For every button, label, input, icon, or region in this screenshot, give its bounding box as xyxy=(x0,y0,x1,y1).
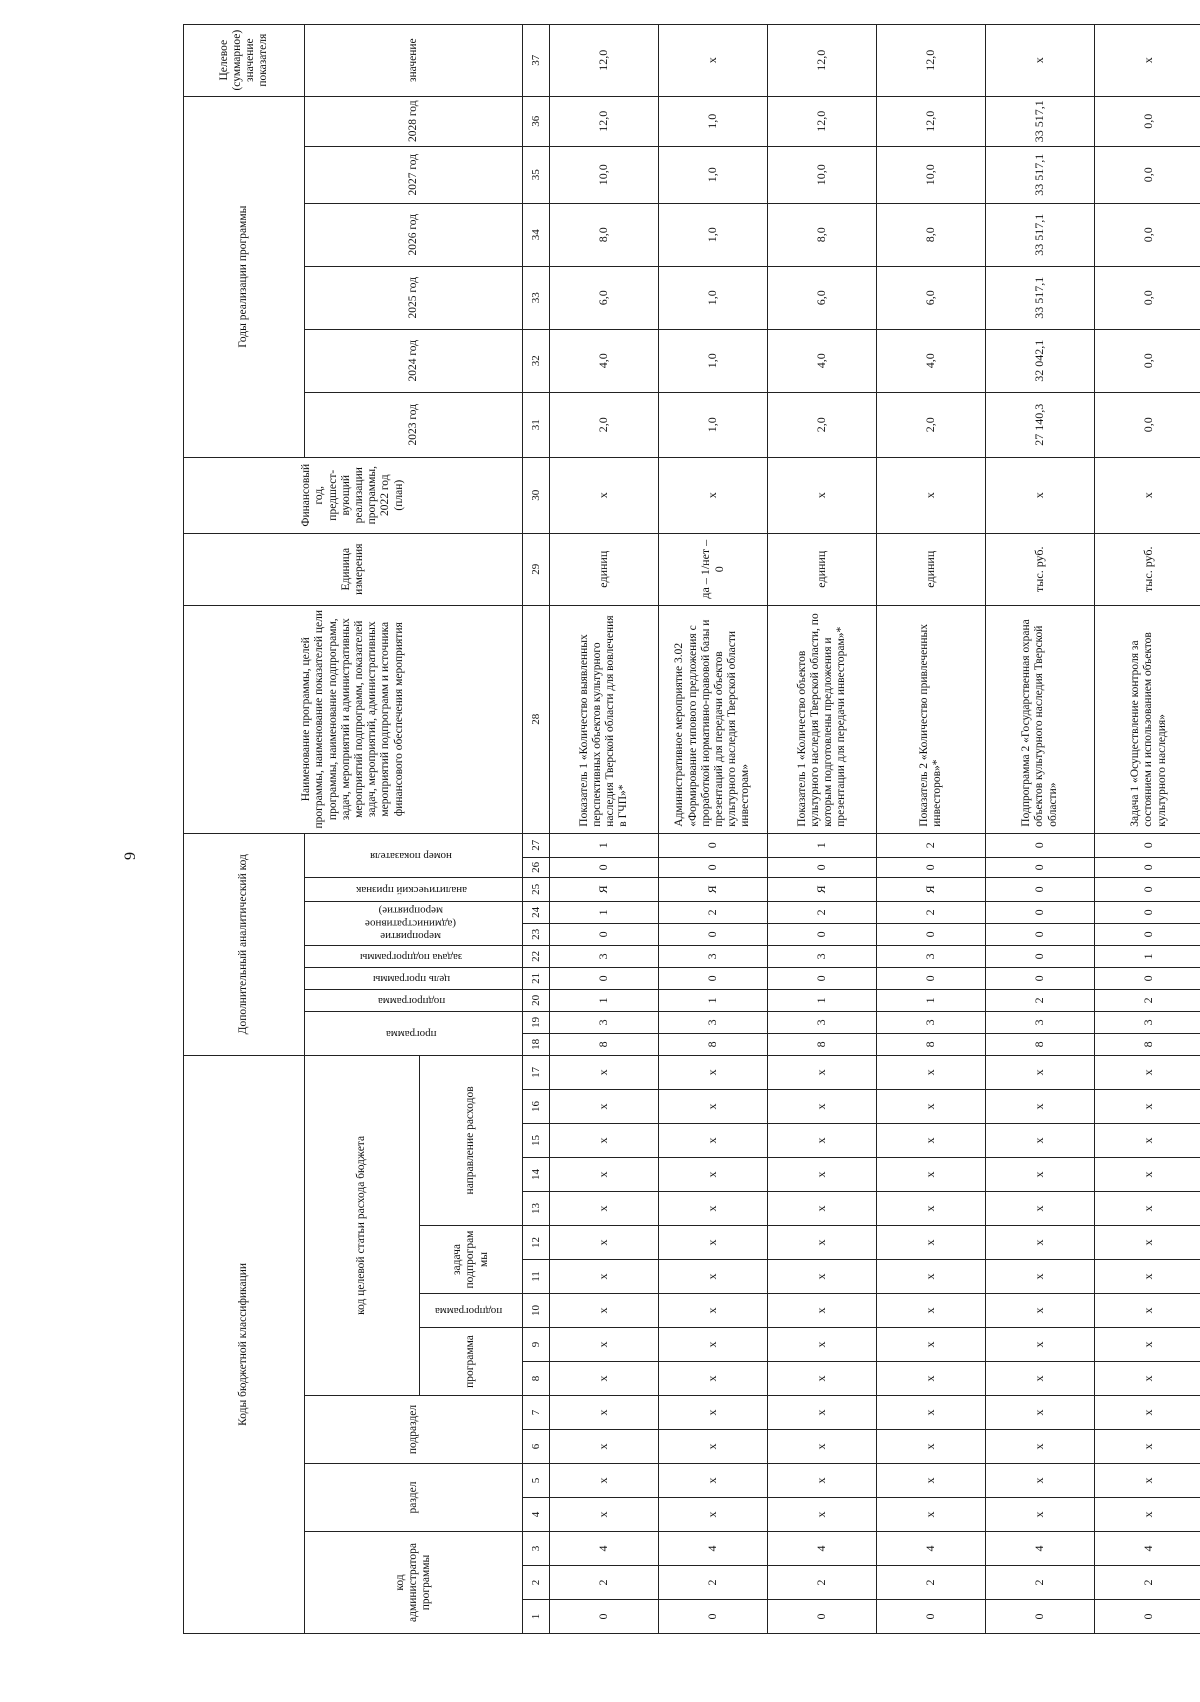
meropriyatie-header: мероприятие (административное мероприятие) xyxy=(305,901,523,945)
year-header-2026: 2026 год xyxy=(305,203,523,266)
column-number-cell: 8 xyxy=(523,1362,550,1396)
code-cell: х xyxy=(768,1090,877,1124)
code-cell: х xyxy=(877,1260,986,1294)
code-cell: х xyxy=(877,1396,986,1430)
podprogramma-header: подпрограмма xyxy=(420,1294,523,1328)
code-cell: 0 xyxy=(550,967,659,989)
column-number-cell: 2 xyxy=(523,1566,550,1600)
code-cell: х xyxy=(877,1362,986,1396)
target-header: Целевое (суммарное) значение показателя xyxy=(184,24,305,96)
code-cell: 0 xyxy=(659,967,768,989)
base-year-cell: х xyxy=(877,457,986,533)
table-row xyxy=(986,24,1095,1633)
code-cell: х xyxy=(550,1124,659,1158)
unit-cell: да – 1/нет – 0 xyxy=(659,533,768,605)
code-cell: 0 xyxy=(1095,833,1200,857)
code-cell: х xyxy=(550,1294,659,1328)
code-cell: х xyxy=(659,1464,768,1498)
code-cell: 0 xyxy=(877,923,986,945)
code-cell: х xyxy=(1095,1226,1200,1260)
year-value-cell: 12,0 xyxy=(768,96,877,146)
rotated-table-container xyxy=(183,29,1200,1634)
nomer-pokazatelya-header: номер показателя xyxy=(305,833,523,877)
target-value-cell: 12,0 xyxy=(550,24,659,96)
code-cell: х xyxy=(1095,1294,1200,1328)
indicator-name-cell: Административное мероприятие 3.02 «Формирование типового предложения с проработкой нормативно-правовой базы и презентаций для передачи объектов культурного наследия Тверской области инвесторам» xyxy=(659,605,768,833)
code-cell: 0 xyxy=(877,967,986,989)
code-cell: 2 xyxy=(659,1566,768,1600)
base-year-cell: х xyxy=(550,457,659,533)
base-year-header: Финансовый год, предшест-вующий реализации программы, 2022 год (план) xyxy=(184,457,523,533)
column-number-cell: 17 xyxy=(523,1055,550,1089)
table-row xyxy=(550,24,659,1633)
year-header-2028: 2028 год xyxy=(305,96,523,146)
code-cell: 3 xyxy=(986,1011,1095,1033)
year-header-2024: 2024 год xyxy=(305,329,523,392)
column-number-cell: 13 xyxy=(523,1192,550,1226)
code-cell: 0 xyxy=(659,833,768,857)
column-number-cell: 5 xyxy=(523,1464,550,1498)
code-cell: х xyxy=(659,1226,768,1260)
code-cell: 0 xyxy=(1095,923,1200,945)
code-cell: х xyxy=(768,1328,877,1362)
base-year-cell: х xyxy=(986,457,1095,533)
unit-cell: единиц xyxy=(768,533,877,605)
base-year-cell: х xyxy=(768,457,877,533)
code-cell: х xyxy=(659,1158,768,1192)
code-cell: 2 xyxy=(877,833,986,857)
year-header-2027: 2027 год xyxy=(305,146,523,203)
code-cell: 3 xyxy=(768,1011,877,1033)
code-cell: х xyxy=(877,1430,986,1464)
code-cell: х xyxy=(659,1498,768,1532)
year-value-cell: 1,0 xyxy=(659,392,768,457)
code-cell: 8 xyxy=(768,1033,877,1055)
code-cell: 3 xyxy=(550,1011,659,1033)
year-value-cell: 32 042,1 xyxy=(986,329,1095,392)
year-value-cell: 12,0 xyxy=(877,96,986,146)
column-number-cell: 26 xyxy=(523,857,550,877)
table-row xyxy=(877,24,986,1633)
code-cell: х xyxy=(1095,1430,1200,1464)
bcc-header: Коды бюджетной классификации xyxy=(184,1055,305,1633)
code-cell: 0 xyxy=(550,1600,659,1634)
column-number-cell: 9 xyxy=(523,1328,550,1362)
code-cell: х xyxy=(1095,1328,1200,1362)
code-cell: 0 xyxy=(986,1600,1095,1634)
code-cell: х xyxy=(986,1362,1095,1396)
year-value-cell: 33 517,1 xyxy=(986,203,1095,266)
column-numbers-row xyxy=(523,24,550,1633)
code-cell: х xyxy=(768,1294,877,1328)
column-number-cell: 35 xyxy=(523,146,550,203)
target-value-cell: х xyxy=(659,24,768,96)
code-cell: 8 xyxy=(1095,1033,1200,1055)
code-cell: Я xyxy=(550,877,659,901)
code-cell: х xyxy=(550,1362,659,1396)
code-cell: х xyxy=(768,1430,877,1464)
code-cell: 0 xyxy=(1095,1600,1200,1634)
code-cell: 0 xyxy=(986,967,1095,989)
code-cell: х xyxy=(768,1226,877,1260)
code-cell: 2 xyxy=(768,1566,877,1600)
years-header: Годы реализации программы xyxy=(184,96,305,457)
code-cell: 0 xyxy=(768,1600,877,1634)
unit-cell: единиц xyxy=(550,533,659,605)
code-cell: 0 xyxy=(1095,857,1200,877)
column-number-cell: 29 xyxy=(523,533,550,605)
code-cell: х xyxy=(768,1260,877,1294)
code-cell: х xyxy=(877,1464,986,1498)
column-number-cell: 19 xyxy=(523,1011,550,1033)
code-cell: х xyxy=(659,1260,768,1294)
code-cell: х xyxy=(550,1260,659,1294)
code-cell: х xyxy=(550,1498,659,1532)
code-cell: 0 xyxy=(768,857,877,877)
column-number-cell: 28 xyxy=(523,605,550,833)
column-number-cell: 36 xyxy=(523,96,550,146)
year-value-cell: 4,0 xyxy=(550,329,659,392)
code-cell: 8 xyxy=(550,1033,659,1055)
code-cell: х xyxy=(659,1192,768,1226)
code-cell: 4 xyxy=(550,1532,659,1566)
column-number-cell: 4 xyxy=(523,1498,550,1532)
code-cell: х xyxy=(877,1158,986,1192)
column-number-cell: 22 xyxy=(523,945,550,967)
podrazdel-header: подраздел xyxy=(305,1396,523,1464)
code-cell: 0 xyxy=(877,1600,986,1634)
code-cell: 0 xyxy=(986,923,1095,945)
dop-programma-header: программа xyxy=(305,1011,523,1055)
code-cell: 1 xyxy=(1095,945,1200,967)
code-cell: х xyxy=(659,1294,768,1328)
column-number-cell: 21 xyxy=(523,967,550,989)
code-cell: х xyxy=(986,1430,1095,1464)
indicator-name-cell: Показатель 2 «Количество привлеченных инвесторов»* xyxy=(877,605,986,833)
year-value-cell: 6,0 xyxy=(550,266,659,329)
code-cell: х xyxy=(768,1464,877,1498)
code-cell: х xyxy=(877,1226,986,1260)
code-cell: х xyxy=(659,1396,768,1430)
code-cell: х xyxy=(768,1362,877,1396)
code-cell: 2 xyxy=(768,901,877,923)
code-cell: х xyxy=(768,1124,877,1158)
dop-podprogramma-header: подпрограмма xyxy=(305,989,523,1011)
column-number-cell: 14 xyxy=(523,1158,550,1192)
year-value-cell: 33 517,1 xyxy=(986,146,1095,203)
code-cell: 0 xyxy=(659,857,768,877)
code-cell: х xyxy=(550,1396,659,1430)
code-cell: 0 xyxy=(986,833,1095,857)
code-cell: х xyxy=(986,1124,1095,1158)
code-cell: Я xyxy=(659,877,768,901)
code-cell: 3 xyxy=(877,1011,986,1033)
code-cell: х xyxy=(986,1498,1095,1532)
code-cell: 8 xyxy=(659,1033,768,1055)
name-header: Наименование программы, целей программы, наименование показателей цели программы, наименование подпрограмм, задач, мероприятий и административных мероприятий подпрограмм, показателей задач, мероприятий, административных мероприятий подпрограмм и источника финансового обеспечения мероприятия xyxy=(184,605,523,833)
code-cell: 3 xyxy=(1095,1011,1200,1033)
year-value-cell: 8,0 xyxy=(550,203,659,266)
code-cell: х xyxy=(550,1158,659,1192)
year-value-cell: 1,0 xyxy=(659,266,768,329)
code-cell: 0 xyxy=(1095,901,1200,923)
code-cell: 4 xyxy=(877,1532,986,1566)
code-cell: х xyxy=(986,1294,1095,1328)
column-number-cell: 31 xyxy=(523,392,550,457)
tsel-programmy-header: цель программы xyxy=(305,967,523,989)
indicator-name-cell: Подпрограмма 2 «Государственная охрана объектов культурного наследия Тверской области» xyxy=(986,605,1095,833)
code-cell: х xyxy=(768,1158,877,1192)
code-cell: 1 xyxy=(768,989,877,1011)
code-cell: 0 xyxy=(550,857,659,877)
base-year-cell: х xyxy=(659,457,768,533)
year-value-cell: 0,0 xyxy=(1095,146,1200,203)
code-cell: 3 xyxy=(877,945,986,967)
code-cell: 3 xyxy=(550,945,659,967)
year-value-cell: 8,0 xyxy=(877,203,986,266)
code-cell: х xyxy=(768,1055,877,1089)
code-cell: х xyxy=(550,1226,659,1260)
table-row xyxy=(1095,24,1200,1633)
year-value-cell: 2,0 xyxy=(877,392,986,457)
column-number-cell: 27 xyxy=(523,833,550,857)
column-number-cell: 34 xyxy=(523,203,550,266)
code-cell: х xyxy=(659,1430,768,1464)
year-value-cell: 4,0 xyxy=(877,329,986,392)
code-cell: 2 xyxy=(659,901,768,923)
code-cell: 0 xyxy=(1095,877,1200,901)
code-cell: 1 xyxy=(550,901,659,923)
column-number-cell: 3 xyxy=(523,1532,550,1566)
base-year-cell: х xyxy=(1095,457,1200,533)
code-cell: х xyxy=(550,1430,659,1464)
code-cell: х xyxy=(1095,1260,1200,1294)
column-number-cell: 23 xyxy=(523,923,550,945)
napravlenie-header: направление расходов xyxy=(420,1055,523,1225)
code-cell: х xyxy=(550,1055,659,1089)
column-number-cell: 12 xyxy=(523,1226,550,1260)
znachenie-header: значение xyxy=(305,24,523,96)
code-cell: Я xyxy=(768,877,877,901)
year-value-cell: 4,0 xyxy=(768,329,877,392)
admin-code-header: код администратора программы xyxy=(305,1532,523,1634)
code-cell: х xyxy=(986,1464,1095,1498)
column-number-cell: 25 xyxy=(523,877,550,901)
code-cell: 0 xyxy=(986,857,1095,877)
code-cell: х xyxy=(877,1090,986,1124)
year-value-cell: 1,0 xyxy=(659,146,768,203)
code-cell: х xyxy=(986,1090,1095,1124)
code-cell: х xyxy=(877,1294,986,1328)
code-cell: х xyxy=(550,1090,659,1124)
code-cell: 0 xyxy=(877,857,986,877)
page-number: 9 xyxy=(122,852,139,860)
code-cell: 0 xyxy=(659,1600,768,1634)
year-value-cell: 1,0 xyxy=(659,329,768,392)
column-number-cell: 15 xyxy=(523,1124,550,1158)
code-cell: 0 xyxy=(768,923,877,945)
year-value-cell: 33 517,1 xyxy=(986,96,1095,146)
year-value-cell: 12,0 xyxy=(550,96,659,146)
code-cell: 2 xyxy=(1095,1566,1200,1600)
code-cell: 4 xyxy=(1095,1532,1200,1566)
code-cell: х xyxy=(1095,1055,1200,1089)
code-cell: 1 xyxy=(768,833,877,857)
target-code-header: код целевой статьи расхода бюджета xyxy=(305,1055,420,1395)
unit-cell: тыс. руб. xyxy=(986,533,1095,605)
code-cell: 8 xyxy=(877,1033,986,1055)
code-cell: х xyxy=(986,1260,1095,1294)
target-value-cell: х xyxy=(1095,24,1200,96)
column-number-cell: 33 xyxy=(523,266,550,329)
code-cell: 2 xyxy=(986,1566,1095,1600)
code-cell: 1 xyxy=(550,989,659,1011)
razdel-header: раздел xyxy=(305,1464,523,1532)
code-cell: 8 xyxy=(986,1033,1095,1055)
code-cell: 2 xyxy=(877,901,986,923)
target-value-cell: х xyxy=(986,24,1095,96)
code-cell: х xyxy=(550,1464,659,1498)
code-cell: х xyxy=(1095,1464,1200,1498)
table-row xyxy=(768,24,877,1633)
column-number-cell: 11 xyxy=(523,1260,550,1294)
year-value-cell: 6,0 xyxy=(877,266,986,329)
column-number-cell: 18 xyxy=(523,1033,550,1055)
code-cell: 0 xyxy=(986,877,1095,901)
dop-code-header: Дополнительный аналитический код xyxy=(184,833,305,1055)
code-cell: х xyxy=(1095,1192,1200,1226)
code-cell: 2 xyxy=(986,989,1095,1011)
column-number-cell: 1 xyxy=(523,1600,550,1634)
year-value-cell: 0,0 xyxy=(1095,203,1200,266)
column-number-cell: 24 xyxy=(523,901,550,923)
unit-cell: единиц xyxy=(877,533,986,605)
code-cell: х xyxy=(986,1328,1095,1362)
indicator-name-cell: Показатель 1 «Количество объектов культурного наследия Тверской области, по которым подготовлены предложения и презентации для передачи инвесторам»* xyxy=(768,605,877,833)
column-number-cell: 30 xyxy=(523,457,550,533)
year-value-cell: 2,0 xyxy=(550,392,659,457)
code-cell: х xyxy=(986,1192,1095,1226)
programma-header: программа xyxy=(420,1328,523,1396)
code-cell: 2 xyxy=(550,1566,659,1600)
year-value-cell: 2,0 xyxy=(768,392,877,457)
code-cell: х xyxy=(877,1192,986,1226)
code-cell: 3 xyxy=(659,945,768,967)
year-value-cell: 0,0 xyxy=(1095,96,1200,146)
code-cell: 0 xyxy=(659,923,768,945)
table-row xyxy=(659,24,768,1633)
code-cell: 1 xyxy=(550,833,659,857)
code-cell: х xyxy=(986,1396,1095,1430)
code-cell: х xyxy=(550,1192,659,1226)
code-cell: х xyxy=(877,1124,986,1158)
code-cell: 1 xyxy=(659,989,768,1011)
code-cell: Я xyxy=(877,877,986,901)
year-value-cell: 10,0 xyxy=(768,146,877,203)
year-value-cell: 33 517,1 xyxy=(986,266,1095,329)
code-cell: 1 xyxy=(877,989,986,1011)
code-cell: х xyxy=(1095,1158,1200,1192)
code-cell: 3 xyxy=(659,1011,768,1033)
code-cell: х xyxy=(550,1328,659,1362)
year-value-cell: 10,0 xyxy=(877,146,986,203)
unit-header: Единица измерения xyxy=(184,533,523,605)
year-value-cell: 10,0 xyxy=(550,146,659,203)
year-value-cell: 0,0 xyxy=(1095,392,1200,457)
code-cell: х xyxy=(659,1090,768,1124)
analit-priznak-header: аналитический признак xyxy=(305,877,523,901)
year-header-2023: 2023 год xyxy=(305,392,523,457)
code-cell: х xyxy=(659,1124,768,1158)
target-value-cell: 12,0 xyxy=(768,24,877,96)
target-value-cell: 12,0 xyxy=(877,24,986,96)
code-cell: 0 xyxy=(1095,967,1200,989)
column-number-cell: 7 xyxy=(523,1396,550,1430)
year-value-cell: 8,0 xyxy=(768,203,877,266)
code-cell: 4 xyxy=(986,1532,1095,1566)
code-cell: х xyxy=(768,1396,877,1430)
code-cell: х xyxy=(986,1158,1095,1192)
program-indicators-table xyxy=(183,24,1200,1634)
code-cell: 4 xyxy=(659,1532,768,1566)
code-cell: 4 xyxy=(768,1532,877,1566)
code-cell: х xyxy=(1095,1498,1200,1532)
code-cell: х xyxy=(659,1362,768,1396)
code-cell: 0 xyxy=(768,967,877,989)
code-cell: х xyxy=(1095,1124,1200,1158)
zadacha-podprogrammy-header: задача подпрограммы xyxy=(420,1226,523,1294)
indicator-name-cell: Показатель 1 «Количество выявленных перспективных объектов культурного наследия Тверской области для вовлечения в ГЧП»* xyxy=(550,605,659,833)
code-cell: 0 xyxy=(550,923,659,945)
year-value-cell: 6,0 xyxy=(768,266,877,329)
year-header-2025: 2025 год xyxy=(305,266,523,329)
code-cell: х xyxy=(986,1055,1095,1089)
code-cell: 2 xyxy=(877,1566,986,1600)
column-number-cell: 16 xyxy=(523,1090,550,1124)
code-cell: х xyxy=(659,1055,768,1089)
year-value-cell: 1,0 xyxy=(659,96,768,146)
year-value-cell: 27 140,3 xyxy=(986,392,1095,457)
code-cell: х xyxy=(1095,1362,1200,1396)
dop-zadacha-header: задача подпрограммы xyxy=(305,945,523,967)
column-number-cell: 10 xyxy=(523,1294,550,1328)
code-cell: х xyxy=(768,1192,877,1226)
column-number-cell: 6 xyxy=(523,1430,550,1464)
code-cell: х xyxy=(659,1328,768,1362)
indicator-name-cell: Задача 1 «Осуществление контроля за состоянием и использованием объектов культурного наследия» xyxy=(1095,605,1200,833)
code-cell: 0 xyxy=(986,945,1095,967)
column-number-cell: 20 xyxy=(523,989,550,1011)
code-cell: х xyxy=(877,1328,986,1362)
code-cell: х xyxy=(877,1055,986,1089)
code-cell: х xyxy=(1095,1396,1200,1430)
code-cell: х xyxy=(768,1498,877,1532)
column-number-cell: 37 xyxy=(523,24,550,96)
unit-cell: тыс. руб. xyxy=(1095,533,1200,605)
year-value-cell: 0,0 xyxy=(1095,266,1200,329)
code-cell: 2 xyxy=(1095,989,1200,1011)
code-cell: х xyxy=(877,1498,986,1532)
code-cell: 0 xyxy=(986,901,1095,923)
code-cell: х xyxy=(1095,1090,1200,1124)
code-cell: 3 xyxy=(768,945,877,967)
year-value-cell: 1,0 xyxy=(659,203,768,266)
code-cell: х xyxy=(986,1226,1095,1260)
year-value-cell: 0,0 xyxy=(1095,329,1200,392)
column-number-cell: 32 xyxy=(523,329,550,392)
